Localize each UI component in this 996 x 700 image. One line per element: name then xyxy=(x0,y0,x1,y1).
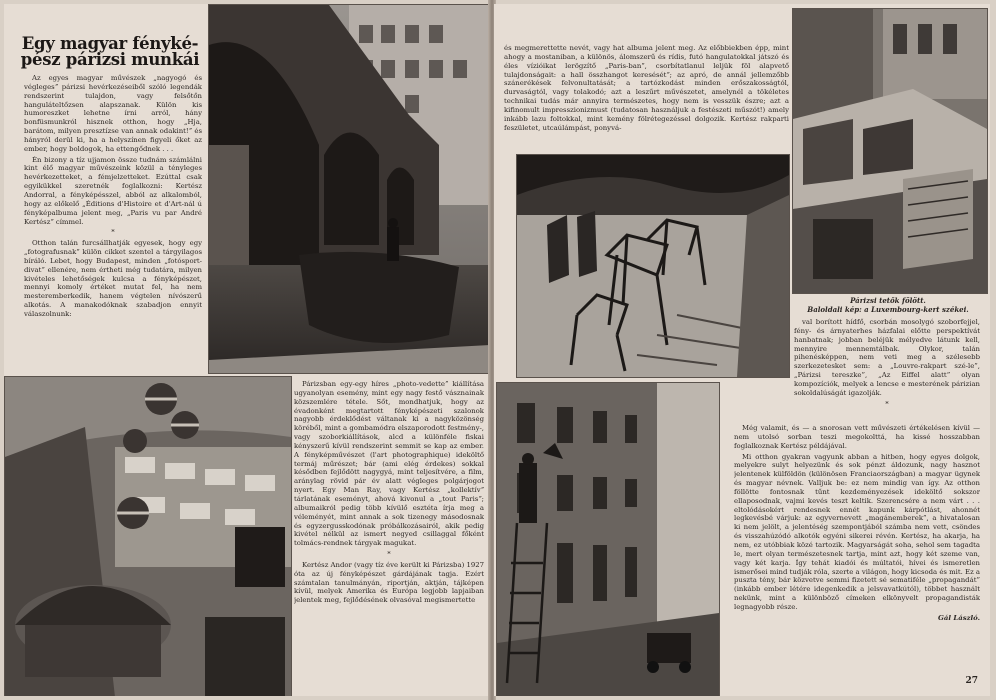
rooftops-photo xyxy=(792,8,988,294)
middle-bottom-column xyxy=(294,380,484,692)
separator-mark: * xyxy=(885,399,889,408)
right-page xyxy=(494,4,990,696)
right-upper-column xyxy=(794,318,980,424)
intro-paragraph: Én bizony a tíz ujjamon össze tudnám számlálni kint élő magyar művészeink közül a tényleges hevérkezetteket, a fémjelzetteket. Ezúttal csak egyikükkel szeretnék foglalkozni: Kertész Andorral, a fényképésszel, abból az alkalomból, hogy az előkelő „Éditions d'Histoire et d'Art-nál ú fényképalbuma jelent meg, „Paris vu par André Kertészˮ címmel. xyxy=(24,155,202,226)
caption-line: Baloldali kép: a Luxembourg-kert székei. xyxy=(807,305,969,314)
carousel-photo xyxy=(4,376,292,696)
body-paragraph: és megmerettette nevét, vagy hat albuma jelent meg. Az előbbiekben épp, mint ahogy a mostaniban, a különös, álomszerű és rídis, futó hangulatokkal játszó és éles vízióikat lerögzítő „Paris-banˮ, csorbítatlanul leljük föl alapvető tulajdonságait: a hall összhangot keresésétˮ; az apró, de annál jellemzőbb szánerékések felvonultatását; a tartózkodást minden erőszakosságtól, durvaságtól, vagy tolakodó; azt a leszűrt művészetet, amelynél a tökéletes technikai tudás már annyira természetes, hogy nem is vesszük észre; azt a kifinomult impresszionizmust (tudatosan használjuk a festészeti műszót!) amely inkább lazu foltokkal, mint kemény fölrétegezéssel dolgozik. Kertész rakparti feszületet, utcaúlámpást, ponyvá- xyxy=(504,44,789,132)
bridge-photo xyxy=(208,4,490,374)
separator-mark: * xyxy=(387,550,391,559)
body-paragraph: Mi otthon gyakran vagyunk abban a hitben, hogy egyes dolgok, melyekre sulyt helyezünk és sok pénzt áldozunk, nagy hasznot jelentenek külföldön (különösen Franciaországban) a magyar ügynek és magyar névnek. Valljuk be: ez nem mindig van így. Az otthon föllötte fontosnak tűnt kezdeményezések ideköltő sokszor ellaposodnak, vajmi kevés teszt keltik. Szerencsére a nem várt . . . eltolódásokért rendesnek ennét kapunk kárpótlást, ahonnét legkevésbé várjuk: az egyvernevett „magánemberek”, a hivatalosan ki nem jelölt, a jelentéség szempontjából számba nem vett, csöndes és visszahúzódó alkotók egyéni sikerei révén. Kertész, ha akarja, ha nem, ez utóbbiak közé tartozik. Magyarságát soha, sehol sem tagadta le, mert olyan természetesnek tartja, mint azt, hogy két szeme van, vagy két karja. Így tehát kiadói és múltatói, hívei és ismeretlen ismerősei mind tudják róla, szerte a világon, hogy kicsoda és mit. Ez a puszta tény, bár közvetve semmi fizetett sé sematiféle „propagandát” (inkább ember létére idegenkedik a jelsvavatkútól), többet használt nekünk, mint a különböző címeken elkönyvelt propagandisták legnagyobb része. xyxy=(734,452,980,611)
left-page xyxy=(4,4,490,696)
street-lamplighter-photo xyxy=(496,382,720,696)
body-paragraph: Kertész Andor (vagy tíz éve került ki Párizsba) 1927 óta az új fényképészet gárdájának tagja. Ezért számtalan tanulmányán, riportján, aktján, tájképen kívül, melyek Amerika és Európa legjobb lapjaiban jelentek meg, fejlődésének olvasóval megismertette xyxy=(294,560,484,605)
intro-column xyxy=(24,74,202,358)
body-paragraph: val borított hídfő, csorbán mosolygó szoborfejjel, fény- és árnyaterhes házfalai előtte perspektívát hanbatnak; jobban beléjük mélyedve látunk kell, mennyire mennemtálbak. Olykor, talán pihenésképpen, nem veti meg a szélesebb szerkezetesket sem: a „Louvre-rakpart szé-le”, „Párizsi tereszke”, „Az Eiffel alatt” olyan kompozíciók, melyek a lencse e mesterének párizian sokoldalúságát igazolják. xyxy=(794,318,980,397)
right-lower-column xyxy=(734,424,980,682)
body-paragraph: Még valamit, és — a snorosan vett művészeti értékelésen kívül — nem utolsó sorban teszi megokolttá, ha kissé hosszabban foglalkoznak Kertész példájával. xyxy=(734,424,980,450)
article-title: Egy magyar fényké-pész párizsi munkái xyxy=(20,34,200,69)
rooftops-caption xyxy=(790,296,986,314)
author-signature: Gál László. xyxy=(938,613,980,622)
page-number: 27 xyxy=(965,676,978,686)
caption-line: Párizsi tetők fölött. xyxy=(850,296,926,305)
body-paragraph: Párizsban egy-egy híres „photo-vedetteˮ kiállítása ugyanolyan esemény, mint egy nagy festő vásznainak közszemlére tétele. Sőt, mondhatjuk, hogy az évadonként megtartott fényképészeti szalonok nagyobb érdeklődést váltanak ki a nagyközönség köréből, mint a gombamódra elszaporodott festmény-, vagy szoborkiállítások, alcd a különféle fiskai kényszerű kívül rendszerint semmit se kap az ember. A fényképművészet (l'art photographique) ideköltő termáj műrészet; bár (ami elég érdekes) sokkal késődben fejlődött nagygyá, mint teljesítvére, a film, aránylag rövid pár év alatt végleges polgárjogot nyert. Egy Man Ray, vagy Kertész „kollektívˮ tárlatának eseményt, ahová kivonul a „tout Parisˮ; albumaikról pedig több kívülő esztéta írja meg a véleményét, mint annak a sok tizenegy másodosnak és egyzergusskodónak próbálkozásairól, akik pedig kivétel nélkül az ismert negyed csillaggal főként tolmács-rendnek tárgyak magukat. xyxy=(294,380,484,548)
separator-mark: * xyxy=(111,228,115,237)
garden-chairs-photo xyxy=(516,154,790,378)
top-text-column xyxy=(504,44,789,152)
intro-paragraph: Otthon talán furcsállhatják egyesek, hogy egy „fotografusnakˮ külön cikket szentel a tárgyilagos bíráló. Lebet, hogy Budapest, minden „fotósport-divatˮ ellenére, nem értheti még tudatára, milyen kivételes lehetőségek kulcsa a fényképészet, mennyi komoly értéket mutat fel, ha nem mesteremberkedik, hanem végtelen nívószerű alkotás. A manakodóknak szabadjon ennyit válaszolnunk: xyxy=(24,239,202,318)
intro-paragraph: Az egyes magyar művészek „nagyogó és véglegesˮ párizsi hevérkezéseiből szóló legendák rendszerint tulajdon, vagy felsőtőn hanguláteltőzsen alapszanak. Külön kis humoreszket lehetne írni arról, hány bonfüsmunkról hisznek otthon, hogy „Hja, barátom, milyen presztízse van annak odakint!ˮ és hányról derül ki, ha a helyszínen figyeli őket az ember, hogy boldogok, ha ettengődnek . . . xyxy=(24,74,202,153)
